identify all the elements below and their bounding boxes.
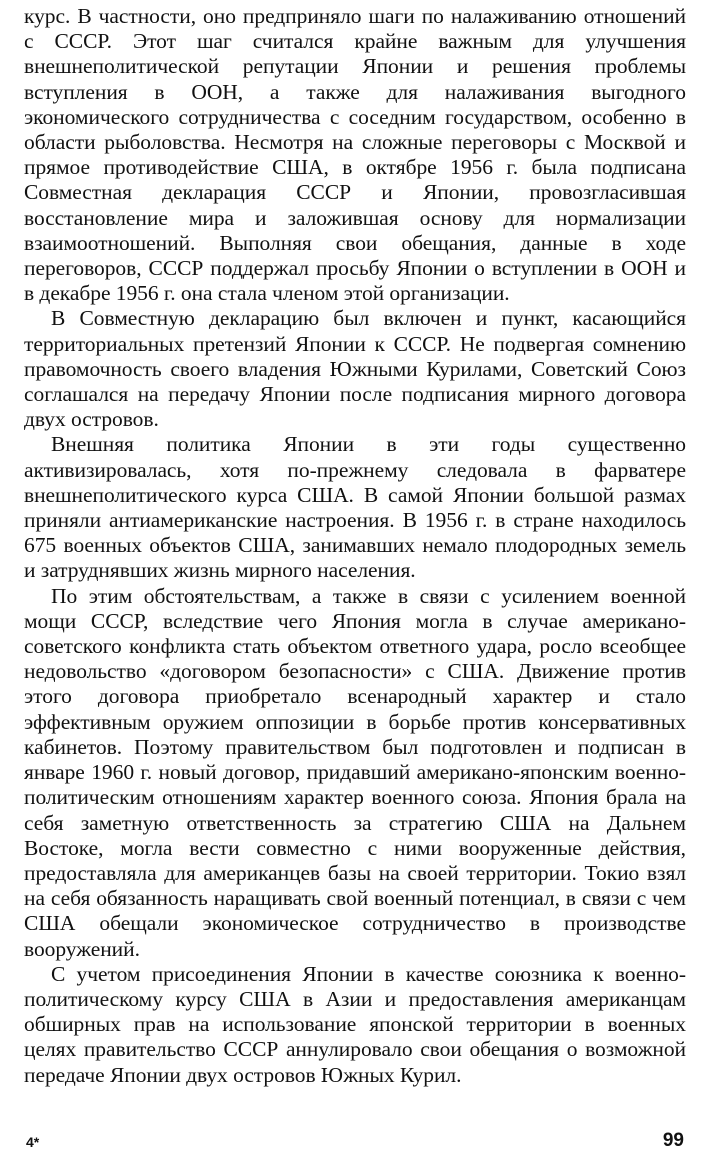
- paragraph-1: курс. В частности, оно предприняло шаги по налаживанию отношений с СССР. Этот шаг считался крайне важным для улучшения внешнеполитической репутации Японии и решения проблемы вступления в ООН, а также для налаживания выгодного экономического сотрудничества с соседним государством, особенно в области рыболовства. Несмотря на сложные переговоры с Москвой и прямое противодействие США, в октябре 1956 г. была подписана Совместная декларация СССР и Японии, провозгласившая восстановление мира и заложившая основу для нормализации взаимоотношений. Выполняя свои обещания, данные в ходе переговоров, СССР поддержал просьбу Японии о вступлении в ООН и в декабре 1956 г. она стала членом этой организации.: [24, 4, 686, 306]
- paragraph-4: По этим обстоятельствам, а также в связи с усилением военной мощи СССР, вследствие чего Япония могла в случае американо-советского конфликта стать объектом ответного удара, росло всеобщее недовольство «договором безопасности» с США. Движение против этого договора приобретало всенародный характер и стало эффективным оружием оппозиции в борьбе против консервативных кабинетов. Поэтому правительством был подготовлен и подписан в январе 1960 г. новый договор, придавший американо-японским военно-политическим отношениям характер военного союза. Япония брала на себя заметную ответственность за стратегию США на Дальнем Востоке, могла вести совместно с ними вооруженные действия, предоставляла для американцев базы на своей территории. Токио взял на себя обязанность наращивать свой военный потенциал, в связи с чем США обещали экономическое сотрудничество в производстве вооружений.: [24, 583, 686, 961]
- page-number: 99: [662, 1130, 684, 1151]
- paragraph-3: Внешняя политика Японии в эти годы существенно активизировалась, хотя по-прежнему следовала в фарватере внешнеполитического курса США. В самой Японии большой размах приняли антиамериканские настроения. В 1956 г. в стране находилось 675 военных объектов США, занимавших немало плодородных земель и затруднявших жизнь мирного населения.: [24, 432, 686, 583]
- signature-mark: 4*: [26, 1134, 40, 1150]
- paragraph-2: В Совместную декларацию был включен и пункт, касающийся территориальных претензий Японии к СССР. Не подвергая сомнению правомочность своего владения Южными Курилами, Советский Союз соглашался на передачу Японии после подписания мирного договора двух островов.: [24, 306, 686, 432]
- page-body: [24, 4, 686, 1088]
- page-footer: [26, 1130, 684, 1154]
- paragraph-5: С учетом присоединения Японии в качестве союзника к военно-политическому курсу США в Азии и предоставления американцам обширных прав на использование японской территории в военных целях правительство СССР аннулировало свои обещания о возможной передаче Японии двух островов Южных Курил.: [24, 961, 686, 1087]
